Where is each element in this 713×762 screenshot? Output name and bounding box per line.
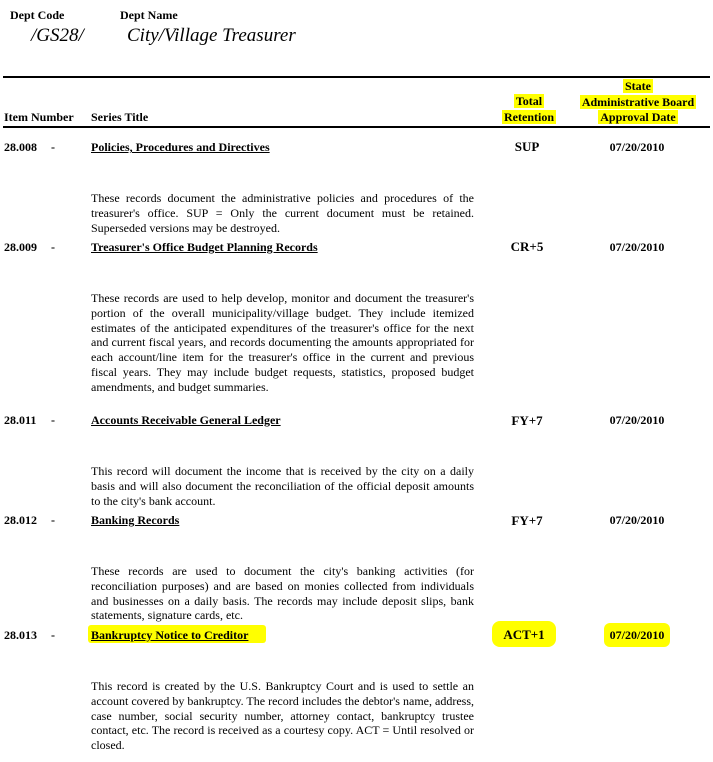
item-dash: -	[51, 240, 55, 254]
approval-date: 07/20/2010	[609, 240, 665, 254]
col-series-title: Series Title	[91, 110, 149, 124]
series-title: Bankruptcy Notice to Creditor	[91, 628, 249, 642]
retention-value: ACT+1	[503, 627, 545, 642]
approval-line3: Approval Date	[600, 110, 676, 124]
item-dash: -	[51, 628, 55, 642]
record-description: This record is created by the U.S. Bankruptcy Court and is used to settle an account covered by bankruptcy. The record includes the debtor's name, address, case number, social security number, attorney contact, bankruptcy trustee contact, etc. The record is received as a courtesy copy. ACT = Until resolved or closed.	[91, 679, 474, 753]
record-description: These records document the administrative policies and procedures of the treasurer's office. SUP = Only the current document must be retained. Superseded versions may be destroyed.	[91, 191, 474, 235]
approval-date: 07/20/2010	[609, 140, 665, 154]
dept-name-value: City/Village Treasurer	[127, 25, 296, 46]
series-title: Policies, Procedures and Directives	[91, 140, 270, 154]
series-title: Treasurer's Office Budget Planning Records	[91, 240, 318, 254]
dept-code-label: Dept Code	[10, 8, 65, 22]
approval-line2: Administrative Board	[581, 94, 695, 109]
col-approval-date	[572, 79, 704, 126]
total-retention-line2: Retention	[504, 109, 554, 124]
retention-value: CR+5	[510, 239, 544, 254]
col-item-number: Item Number	[4, 110, 74, 124]
approval-date: 07/20/2010	[609, 413, 665, 427]
retention-value: FY+7	[511, 413, 543, 428]
record-description: These records are used to help develop, monitor and document the treasurer's portion of the overall municipality/village budget. They include itemized estimates of the anticipated expenditures of the treasurer's office for the next and current fiscal years, and records documenting the amounts appropriated for each account/line item for the treasurer's office in the current and previous fiscal years. They may include budget requests, statistics, proposed budget amendments, and budget summaries.	[91, 291, 474, 394]
series-title: Accounts Receivable General Ledger	[91, 413, 281, 427]
record-description: This record will document the income that is received by the city on a daily basis and will also document the reconciliation of the official deposit amounts to the city's bank account.	[91, 464, 474, 508]
header-rule	[3, 126, 710, 128]
total-retention-line1: Total	[515, 94, 543, 108]
top-rule	[3, 76, 710, 78]
dept-name-label: Dept Name	[120, 8, 178, 22]
item-number: 28.009	[4, 240, 37, 254]
series-title: Banking Records	[91, 513, 180, 527]
col-total-retention	[489, 94, 569, 125]
record-description: These records are used to document the city's banking activities (for reconciliation purposes) and are based on monies collected from individuals and businesses on a daily basis. The records may include deposit slips, bank statements, signature cards, etc.	[91, 564, 474, 623]
retention-value: FY+7	[511, 513, 543, 528]
item-dash: -	[51, 513, 55, 527]
item-dash: -	[51, 413, 55, 427]
item-number: 28.013	[4, 628, 37, 642]
item-number: 28.011	[4, 413, 37, 427]
dept-code-value: /GS28/	[31, 25, 84, 46]
approval-line1: State	[625, 79, 651, 93]
item-number: 28.008	[4, 140, 37, 154]
approval-date: 07/20/2010	[609, 628, 665, 642]
approval-date: 07/20/2010	[609, 513, 665, 527]
item-dash: -	[51, 140, 55, 154]
item-number: 28.012	[4, 513, 37, 527]
retention-value: SUP	[514, 139, 540, 154]
